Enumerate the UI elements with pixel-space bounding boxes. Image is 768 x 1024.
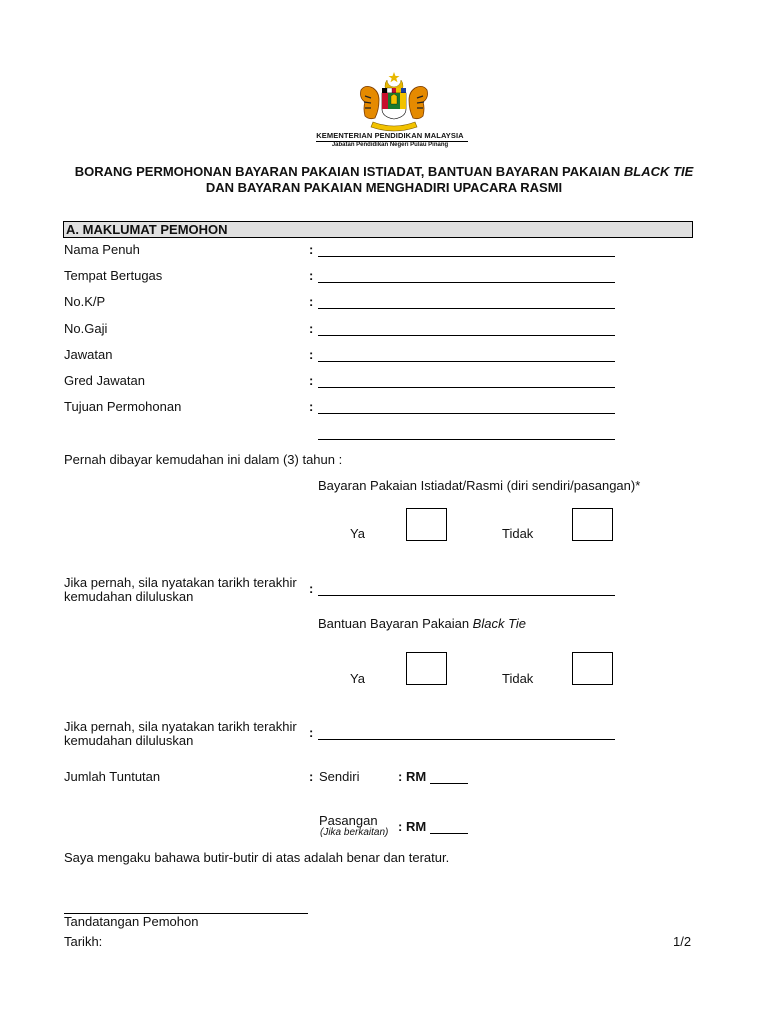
date-label-2a: Jika pernah, sila nyatakan tarikh terakhir xyxy=(64,719,297,734)
gred-jawatan-input-line[interactable] xyxy=(318,387,615,388)
jawatan-input-line[interactable] xyxy=(318,361,615,362)
field-label-nama-penuh: Nama Penuh xyxy=(64,242,140,257)
field-colon: : xyxy=(309,373,314,388)
tarikh-terakhir-input-line-1[interactable] xyxy=(318,595,615,596)
malaysia-coat-of-arms-logo xyxy=(351,70,437,132)
ya-checkbox-1[interactable] xyxy=(406,508,447,541)
jumlah-tuntutan-label: Jumlah Tuntutan xyxy=(64,769,161,784)
rm-label-sendiri: : RM xyxy=(398,769,427,784)
tidak-label-1: Tidak xyxy=(502,526,534,541)
nama-penuh-input-line[interactable] xyxy=(318,256,615,257)
field-label-tempat-bertugas: Tempat Bertugas xyxy=(64,268,163,283)
tidak-label-2: Tidak xyxy=(502,671,534,686)
declaration-text: Saya mengaku bahawa butir-butir di atas adalah benar dan teratur. xyxy=(64,850,450,865)
tempat-bertugas-input-line[interactable] xyxy=(318,282,615,283)
rm-sendiri-input-line[interactable] xyxy=(430,783,468,784)
department-name: Jabatan Pendidikan Negeri Pulau Pinang xyxy=(331,142,449,148)
date-label-1a: Jika pernah, sila nyatakan tarikh terakhir xyxy=(64,575,297,590)
page-number: 1/2 xyxy=(673,934,692,949)
black-tie-label: Bantuan Bayaran Pakaian Black Tie xyxy=(318,616,527,631)
section-a-header xyxy=(63,221,693,238)
section-a-title: A. MAKLUMAT PEMOHON xyxy=(66,222,228,237)
form-title-line-1: BORANG PERMOHONAN BAYARAN PAKAIAN ISTIADAT, BANTUAN BAYARAN PAKAIAN BLACK TIE xyxy=(74,164,694,179)
field-label-gred-jawatan: Gred Jawatan xyxy=(64,373,145,388)
tujuan-permohonan-input-line-2[interactable] xyxy=(318,439,615,440)
history-question: Pernah dibayar kemudahan ini dalam (3) tahun : xyxy=(64,452,343,467)
bayaran-istiadat-label: Bayaran Pakaian Istiadat/Rasmi (diri sendiri/pasangan)* xyxy=(318,478,641,493)
field-label-jawatan: Jawatan xyxy=(64,347,113,362)
field-colon: : xyxy=(309,581,314,596)
field-colon: : xyxy=(309,242,314,257)
ministry-name: KEMENTERIAN PENDIDIKAN MALAYSIA xyxy=(316,131,464,140)
field-colon: : xyxy=(309,268,314,283)
pasangan-label: Pasangan xyxy=(319,813,378,828)
ya-label-2: Ya xyxy=(350,671,365,686)
date-label-2b: kemudahan diluluskan xyxy=(64,733,194,748)
signature-label: Tandatangan Pemohon xyxy=(64,914,199,929)
field-colon: : xyxy=(309,294,314,309)
tujuan-permohonan-input-line[interactable] xyxy=(318,413,615,414)
field-label-no-kp: No.K/P xyxy=(64,294,106,309)
pasangan-note: (Jika berkaitan) xyxy=(320,827,389,838)
field-colon: : xyxy=(309,399,314,414)
field-colon: : xyxy=(309,725,314,740)
field-label-no-gaji: No.Gaji xyxy=(64,321,108,336)
no-gaji-input-line[interactable] xyxy=(318,335,615,336)
no-kp-input-line[interactable] xyxy=(318,308,615,309)
tarikh-terakhir-input-line-2[interactable] xyxy=(318,739,615,740)
field-colon: : xyxy=(309,347,314,362)
date-label: Tarikh: xyxy=(64,934,103,949)
ya-checkbox-2[interactable] xyxy=(406,652,447,685)
sendiri-label: Sendiri xyxy=(319,769,360,784)
tidak-checkbox-1[interactable] xyxy=(572,508,613,541)
rm-label-pasangan: : RM xyxy=(398,819,427,834)
tidak-checkbox-2[interactable] xyxy=(572,652,613,685)
form-title-italic: BLACK TIE xyxy=(623,164,694,179)
rm-pasangan-input-line[interactable] xyxy=(430,833,468,834)
form-title-line-2: DAN BAYARAN PAKAIAN MENGHADIRI UPACARA RASMI xyxy=(205,180,563,195)
date-label-1b: kemudahan diluluskan xyxy=(64,589,194,604)
ya-label-1: Ya xyxy=(350,526,365,541)
field-colon: : xyxy=(309,769,314,784)
field-colon: : xyxy=(309,321,314,336)
field-label-tujuan-permohonan: Tujuan Permohonan xyxy=(64,399,182,414)
